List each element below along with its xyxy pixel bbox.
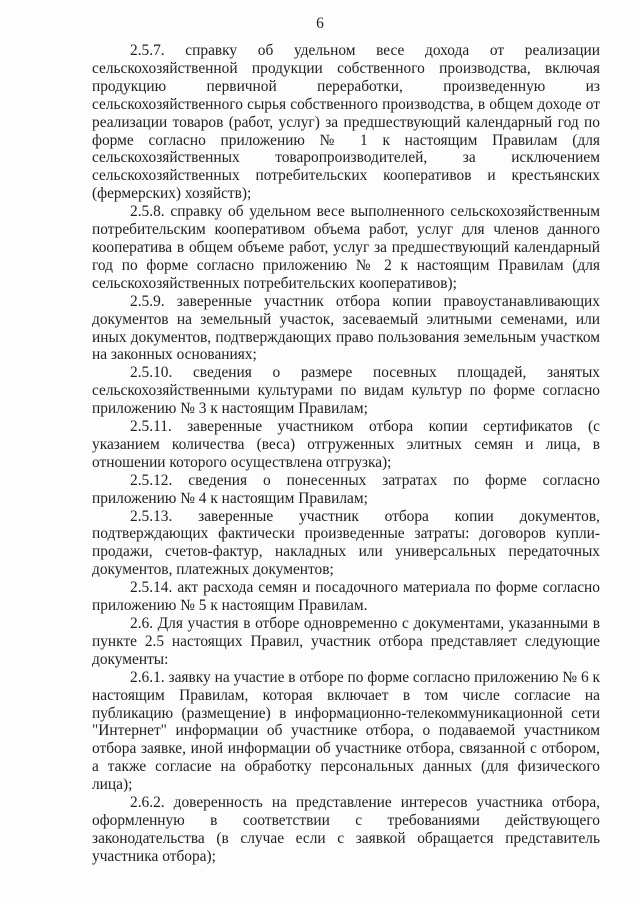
paragraph-2-5-9: 2.5.9. заверенные участник отбора копии правоустанавливающих документов на земельный участок, засеваемый элитными семенами, или иных документов, подтверждающих право пользования земельным участком на законных основаниях;	[92, 292, 600, 364]
paragraph-2-5-12: 2.5.12. сведения о понесенных затратах по форме согласно приложению № 4 к настоящим Правилам;	[92, 471, 600, 507]
paragraph-2-5-7: 2.5.7. справку об удельном весе дохода от реализации сельскохозяйственной продукции собственного производства, включая продукцию первичной переработки, произведенную из сельскохозяйственного сырья собственного производства, в общем доходе от реализации товаров (работ, услуг) за предшествующий календарный год по форме согласно приложению № 1 к настоящим Правилам (для сельскохозяйственных товаропроизводителей, за исключением сельскохозяйственных потребительских кооперативов и крестьянских (фермерских) хозяйств);	[92, 42, 600, 203]
paragraph-2-5-13: 2.5.13. заверенные участник отбора копии документов, подтверждающих фактически произведенные затраты: договоров купли-продажи, счетов-фактур, накладных или универсальных передаточных документов, платежных документов;	[92, 507, 600, 579]
paragraph-2-6-1: 2.6.1. заявку на участие в отборе по форме согласно приложению № 6 к настоящим Правилам, которая включает в том числе согласие на публикацию (размещение) в информационно-телекоммуникационной сети "Интернет" информации об участнике отбора, о подаваемой участником отбора заявке, иной информации об участнике отбора, связанной с отбором, а также согласие на обработку персональных данных (для физического лица);	[92, 668, 600, 794]
paragraph-2-6: 2.6. Для участия в отборе одновременно с документами, указанными в пункте 2.5 настоящих Правил, участник отбора представляет следующие документы:	[92, 615, 600, 668]
paragraph-2-5-8: 2.5.8. справку об удельном весе выполненного сельскохозяйственным потребительским кооперативом объема работ, услуг для членов данного кооператива в общем объеме работ, услуг за предшествующий календарный год по форме согласно приложению № 2 к настоящим Правилам (для сельскохозяйственных потребительских кооперативов);	[92, 203, 600, 292]
paragraph-2-5-11: 2.5.11. заверенные участником отбора копии сертификатов (с указанием количества (веса) отгруженных элитных семян и лица, в отношении которого осуществлена отгрузка);	[92, 418, 600, 471]
paragraph-2-5-14: 2.5.14. акт расхода семян и посадочного материала по форме согласно приложению № 5 к настоящим Правилам.	[92, 579, 600, 615]
paragraph-2-5-10: 2.5.10. сведения о размере посевных площадей, занятых сельскохозяйственными культурами по видам культур по форме согласно приложению № 3 к настоящим Правилам;	[92, 364, 600, 418]
paragraph-2-6-2: 2.6.2. доверенность на представление интересов участника отбора, оформленную в соответствии с требованиями действующего законодательства (в случае если с заявкой обращается представитель участника отбора);	[92, 794, 600, 865]
document-body	[92, 42, 600, 866]
page-number: 6	[316, 15, 324, 32]
